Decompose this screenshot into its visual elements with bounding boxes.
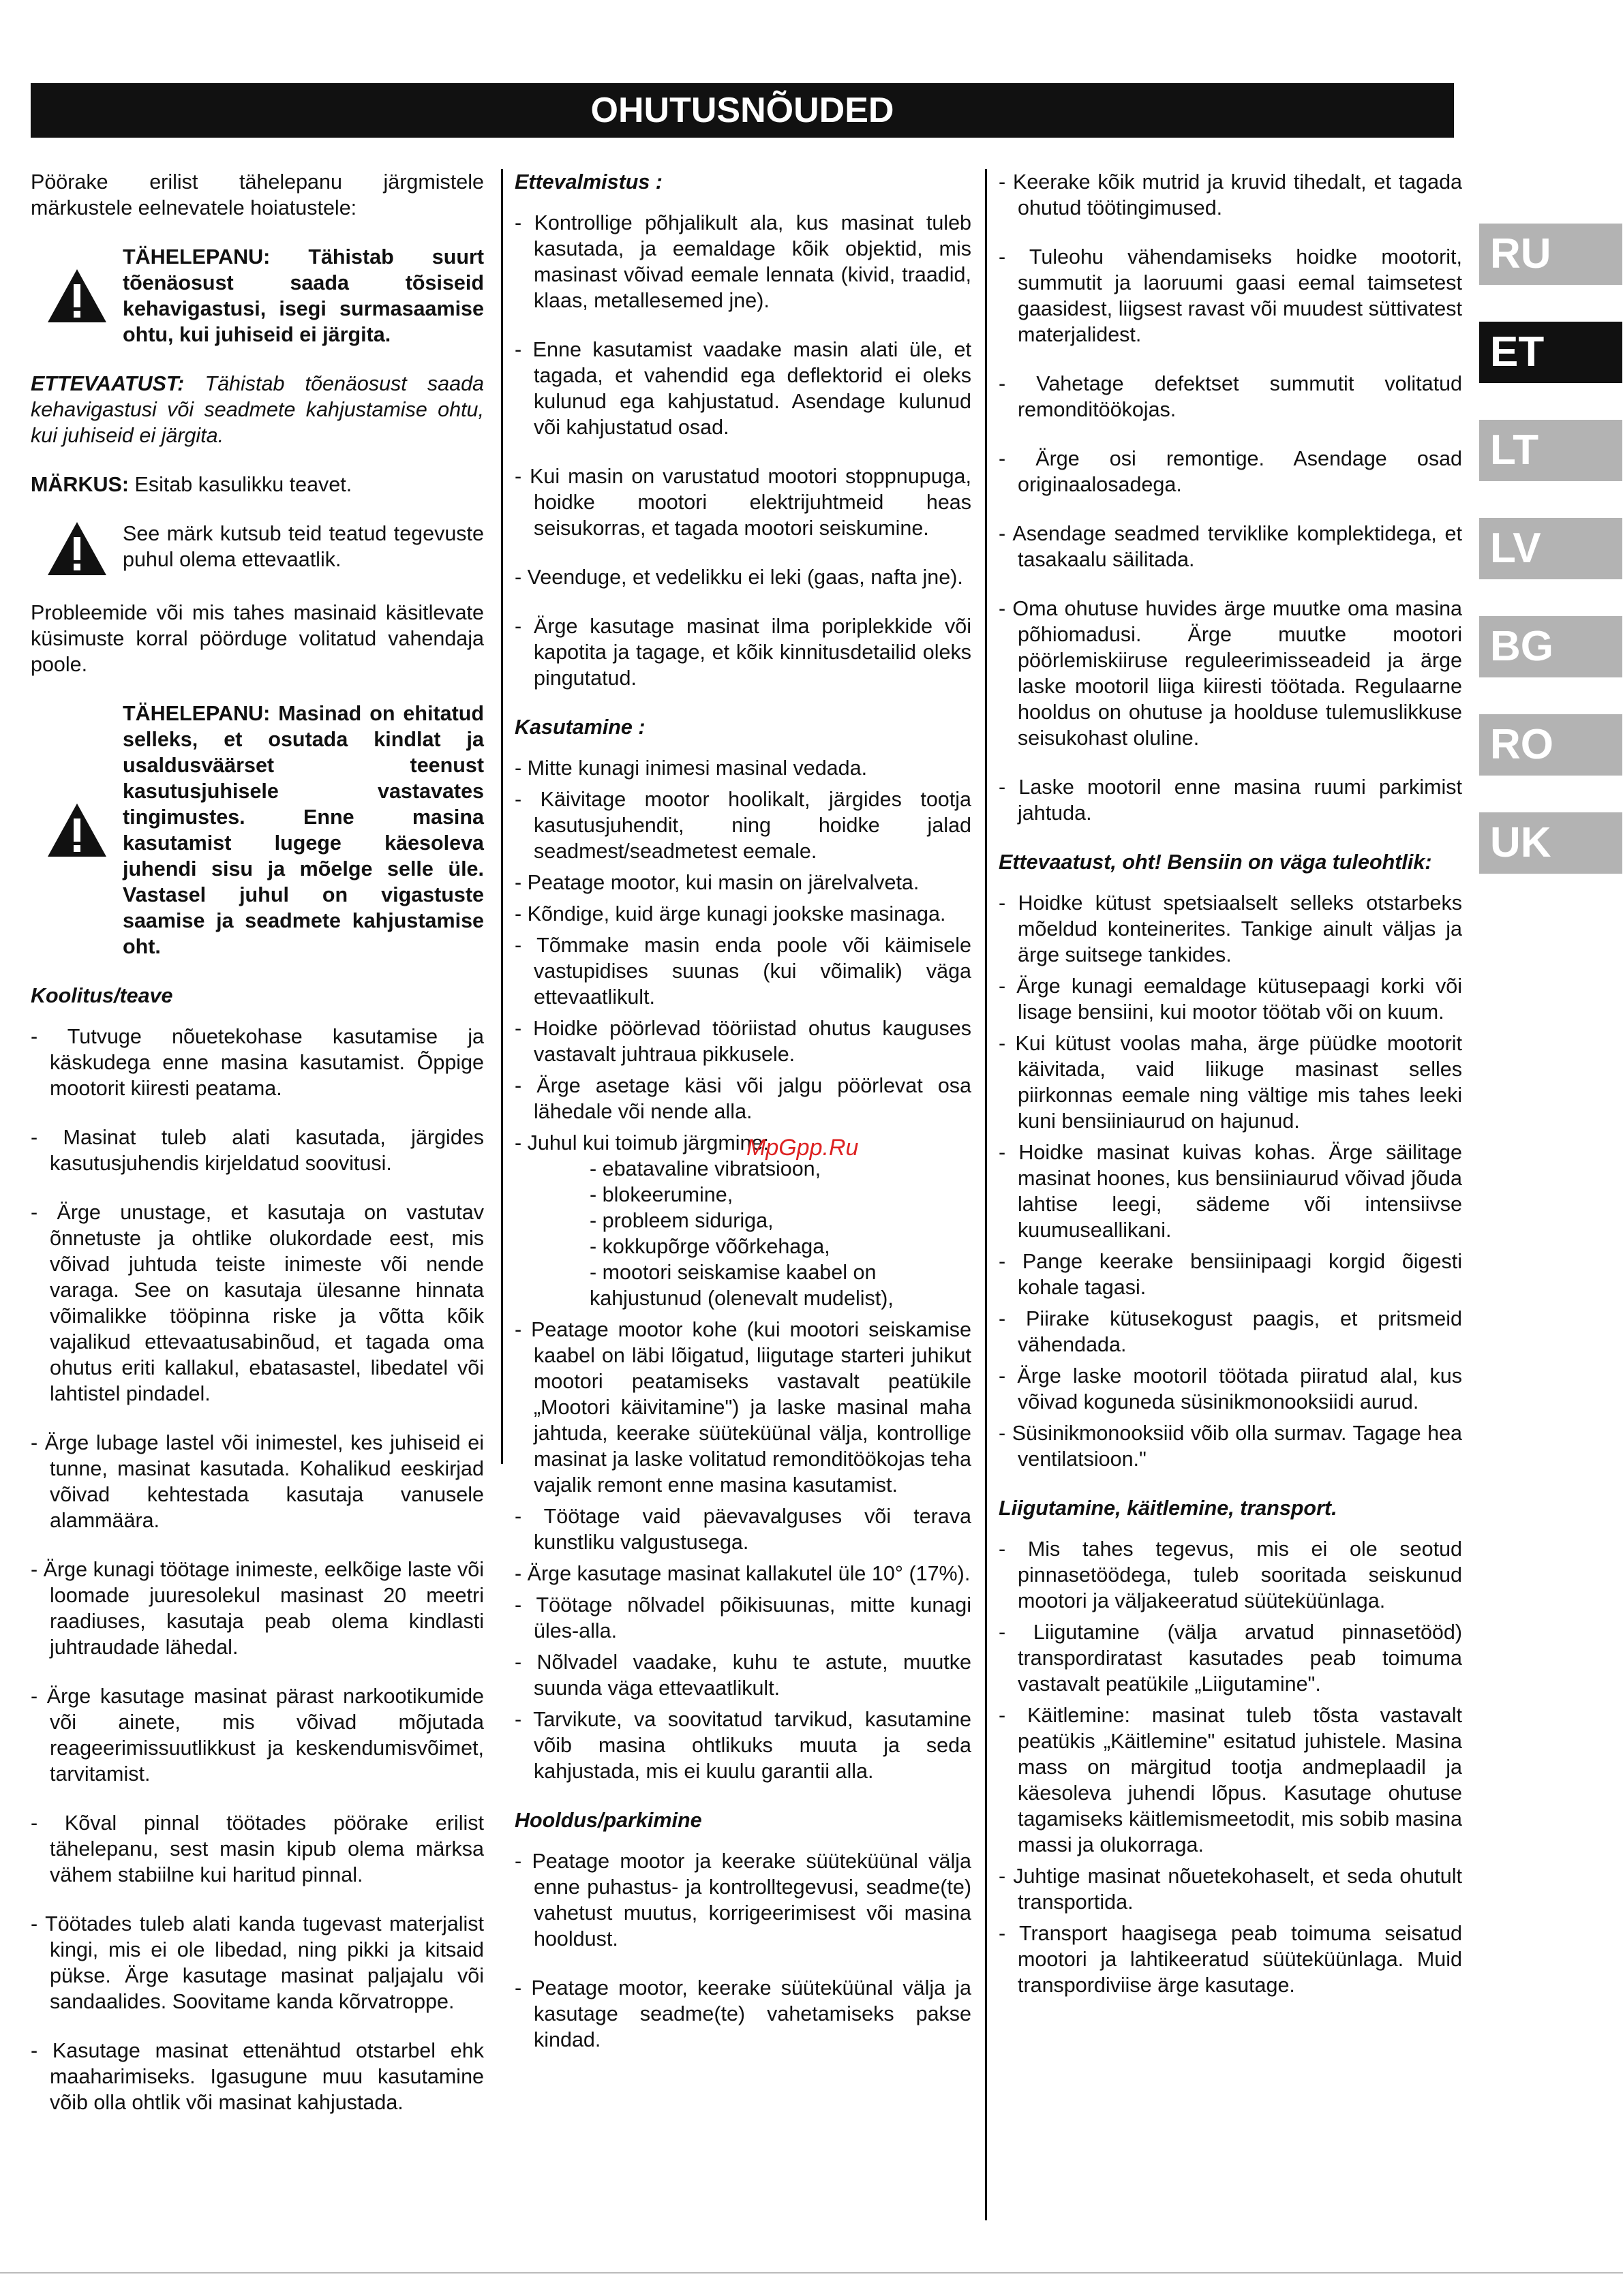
list-item: - Käitlemine: masinat tuleb tõsta vastavalt peatükis „Käitlemine" esitatud juhistele. Masina mass on märgitud tootja andmeplaadil ja käesoleva juhendi lõpus. Kasutage ohutuse tagamiseks käitlemismeetodit, mis sobib masina massi ja olukorraga. [999, 1704, 1462, 1856]
list-item: - Hoidke masinat kuivas kohas. Ärge säilitage masinat hoones, kus bensiiniaurud võivad jõuda lahtise leegi, sädeme või intensiivse kuumuseallikani. [999, 1141, 1462, 1242]
list-item: - Piirake kütusekogust paagis, et pritsmeid vähendada. [999, 1307, 1462, 1356]
list-item: - Masinat tuleb alati kasutada, järgides kasutusjuhendis kirjeldatud soovitusi. [31, 1126, 484, 1175]
usage-heading: Kasutamine : [515, 716, 646, 739]
language-tab-lv[interactable]: LV [1479, 518, 1622, 579]
list-item: - Mitte kunagi inimesi masinal vedada. [515, 756, 868, 780]
preparation-heading: Ettevalmistus : [515, 170, 663, 194]
warning-text-1: TÄHELEPANU: Tähistab suurt tõenäosust saada tõsiseid kehavigastusi, isegi surmasaamise ohtu, kui juhiseid ei järgita. [123, 245, 484, 346]
list-item: - Kõval pinnal töötades pöörake erilist tähelepanu, sest masin kipub olema märksa vähem stabiilne kui haritud pinnal. [31, 1811, 484, 1886]
language-tab-lt[interactable]: LT [1479, 420, 1622, 481]
list-item: - Ärge kunagi töötage inimeste, eelkõige laste või loomade juuresolekul masinast 20 meetri raadiuses, kasutaja peab olema kindlasti juhtraudade lähedal. [31, 1558, 484, 1659]
list-item: - Pange keerake bensiinipaagi korgid õigesti kohale tagasi. [999, 1250, 1462, 1299]
list-item: - Töötades tuleb alati kanda tugevast materjalist kingi, mis ei ole libedad, ning pikki ja kitsaid pükse. Ärge kasutage masinat paljajalu või sandaalides. Soovitame kanda kõrvatroppe. [31, 1912, 484, 2013]
caution-label: ETTEVAATUST: [31, 372, 185, 395]
caution-text: Tähistab tõenäosust saada kehavigastusi või seadmete kahjustamise ohtu, kui juhiseid ei järgita. [31, 372, 484, 447]
list-item: - Enne kasutamist vaadake masin alati üle, et tagada, et vahendid ega deflektorid ei oleks kulunud ega kahjustatud. Asendage kulunud või kahjustatud osad. [515, 338, 971, 439]
list-item: - Kontrollige põhjalikult ala, kus masinat tuleb kasutada, ja eemaldage kõik objektid, mis masinast võivad eemale lennata (kivid, traadid, klaas, metallesemed jne). [515, 211, 971, 312]
language-tab-uk[interactable]: UK [1479, 812, 1622, 874]
warning-block-2 [31, 701, 484, 960]
sub-list-item: - mootori seiskamise kaabel on kahjustunud (olenevalt mudelist), [590, 1261, 894, 1310]
list-item: - Transport haagisega peab toimuma seisatud mootori ja lahtikeeratud süüteküünlaga. Muid transpordiviise ärge kasutage. [999, 1922, 1462, 1997]
list-item: - Kui masin on varustatud mootori stoppnupuga, hoidke mootori elektrijuhtmeid heas seisukorras, et tagada mootori seiskumine. [515, 465, 971, 540]
list-item: - Tõmmake masin enda poole või käimisele vastupidises suunas (kui võimalik) väga ettevaatlikult. [515, 934, 971, 1009]
list-item: - Mis tahes tegevus, mis ei ole seotud pinnasetöödega, tuleb sooritada seiskunud mootori ja väljakeeratud süüteküünlaga. [999, 1537, 1462, 1612]
list-item: - Süsinikmonooksiid võib olla surmav. Tagage hea ventilatsioon." [999, 1422, 1462, 1471]
list-item: - Ärge lubage lastel või inimestel, kes juhiseid ei tunne, masinat kasutada. Kohalikud eeskirjad võivad kehtestada kasutaja vanusele alammäära. [31, 1431, 484, 1532]
list-item: - Ärge unustage, et kasutaja on vastutav õnnetuste ja ohtlike olukordade eest, mis võivad juhtuda teiste inimeste või nende varaga. See on kasutaja ülesanne hinnata võimalikke tööpinna riske ja võtta kõik vajalikud ettevaatusabinõud, et tagada oma ohutus eriti kallakul, ebatasastel, libedatel või lahtistel pindadel. [31, 1201, 484, 1405]
list-item: - Juhul kui toimub järgmine: [515, 1131, 769, 1154]
language-tab-et[interactable]: ET [1479, 322, 1622, 383]
warning-triangle-icon [31, 244, 123, 348]
warning-triangle-icon [31, 521, 123, 577]
language-tabs [1479, 224, 1622, 910]
list-item: - Kui kütust voolas maha, ärge püüdke mootorit käivitada, vaid liikuge masinast selles piirkonnas eemale ning vältige mis tahes leeki kuni bensiiniaurud on hajunud. [999, 1032, 1462, 1133]
transport-heading: Liigutamine, käitlemine, transport. [999, 1497, 1337, 1520]
list-item: - Ärge kasutage masinat ilma poriplekkide või kapotita ja tagage, et kõik kinnitusdetailid oleks pingutatud. [515, 615, 971, 690]
sub-list-item: - blokeerumine, [590, 1183, 733, 1206]
bottom-divider [0, 2272, 1623, 2274]
list-item: - Ärge kasutage masinat pärast narkootikumide või ainete, mis võivad mõjutada reageerimissuutlikkust ja keskendumisvõimet, tarvitamist. [31, 1685, 484, 1786]
language-tab-ru[interactable]: RU [1479, 224, 1622, 285]
list-item: - Ärge asetage käsi või jalgu pöörlevat osa lähedale või nende alla. [515, 1074, 971, 1123]
column-3 [999, 169, 1462, 2004]
list-item: - Töötage nõlvadel põikisuunas, mitte kunagi üles-alla. [515, 1593, 971, 1642]
list-item: - Kõndige, kuid ärge kunagi jookske masinaga. [515, 902, 946, 925]
language-tab-bg[interactable]: BG [1479, 616, 1622, 677]
list-item: - Peatage mootor, keerake süüteküünal välja ja kasutage seadme(te) vahetamiseks pakse kindad. [515, 1976, 971, 2051]
list-item: - Hoidke kütust spetsiaalselt selleks otstarbeks mõeldud konteinerites. Tankige ainult väljas ja ärge suitsege tankides. [999, 891, 1462, 966]
list-item: - Tarvikute, va soovitatud tarvikud, kasutamine võib masina ohtlikuks muuta ja seda kahjustada, mis ei kuulu garantii alla. [515, 1708, 971, 1783]
list-item: - Käivitage mootor hoolikalt, järgides tootja kasutusjuhendit, ning hoidke jalad seadmest/seadmetest eemale. [515, 788, 971, 863]
sub-list-item: - ebatavaline vibratsioon, [590, 1157, 821, 1180]
maintenance-heading: Hooldus/parkimine [515, 1809, 702, 1832]
list-item: - Kasutage masinat ettenähtud otstarbel ehk maaharimiseks. Igasugune muu kasutamine võib olla ohtlik või masinat kahjustada. [31, 2039, 484, 2114]
training-list [31, 1024, 484, 2115]
list-item: - Ärge kasutage masinat kallakutel üle 10° (17%). [515, 1562, 971, 1585]
column-1 [31, 169, 484, 2139]
list-item: - Peatage mootor, kui masin on järelvalveta. [515, 871, 920, 894]
warning-triangle-icon [31, 701, 123, 960]
list-item: - Juhtige masinat nõuetekohaselt, et seda ohutult transportida. [999, 1865, 1462, 1914]
language-tab-ro[interactable]: RO [1479, 714, 1622, 776]
list-item: - Vahetage defektset summutit volitatud remonditöökojas. [999, 372, 1462, 421]
list-item: - Töötage vaid päevavalguses või terava kunstliku valgustusega. [515, 1505, 971, 1554]
list-item: - Veenduge, et vedelikku ei leki (gaas, nafta jne). [515, 566, 963, 589]
list-item: - Tuleohu vähendamiseks hoidke mootorit, summutit ja laoruumi gaasi eemal taimsetest gaasidest, liigsest ravast või muudest süttivatest materjalidest. [999, 245, 1462, 346]
sub-list-item: - kokkupõrge võõrkehaga, [590, 1235, 830, 1258]
sub-list-item: - probleem siduriga, [590, 1209, 774, 1232]
warning-block-1 [31, 244, 484, 348]
column-divider-2 [985, 169, 987, 2220]
fuel-warning-heading: Ettevaatust, oht! Bensiin on väga tuleohtlik: [999, 851, 1432, 874]
list-item: - Tutvuge nõuetekohase kasutamise ja käskudega enne masina kasutamist. Õppige mootorit kiiresti peatama. [31, 1025, 484, 1100]
note-text: Esitab kasulikku teavet. [129, 473, 352, 496]
sign-text: See märk kutsub teid teatud tegevuste puhul olema ettevaatlik. [123, 522, 484, 571]
list-item: - Laske mootoril enne masina ruumi parkimist jahtuda. [999, 776, 1462, 825]
note-paragraph [31, 472, 484, 498]
training-heading: Koolitus/teave [31, 984, 173, 1007]
list-item: - Ärge laske mootoril töötada piiratud alal, kus võivad koguneda süsinikmonooksiidi aurud. [999, 1364, 1462, 1413]
condition-sublist [515, 1156, 971, 1311]
warning-text-2: TÄHELEPANU: Masinad on ehitatud selleks, et osutada kindlat ja usaldusväärset teenust kasutusjuhisele vastavates tingimustes. Enne masina kasutamist lugege käesoleva juhendi sisu ja mõelge selle üle. Vastasel juhul on vigastuste saamise ja seadmete kahjustamise oht. [123, 702, 484, 958]
watermark: MpGpp.Ru [746, 1135, 859, 1161]
sign-block [31, 521, 484, 577]
column-2 [515, 169, 971, 2058]
caution-paragraph [31, 371, 484, 448]
list-item: - Peatage mootor ja keerake süüteküünal välja enne puhastus- ja kontrolltegevusi, seadme(te) vahetust muutus, korrigeerimisest või masina hooldust. [515, 1850, 971, 1950]
intro-text: Pöörake erilist tähelepanu järgmistele märkustele eelnevatele hoiatustele: [31, 170, 484, 219]
list-item: - Oma ohutuse huvides ärge muutke oma masina põhiomadusi. Ärge muutke mootori pöörlemiskiiruse reguleerimisseadeid ja ärge laske mootoril liiga kiiresti töötada. Regulaarne hooldus on ohutuse ja hoolduse tulemuslikkuse seisukohast oluline. [999, 597, 1462, 750]
list-item: - Ärge osi remontige. Asendage osad originaalosadega. [999, 447, 1462, 496]
list-item: - Ärge kunagi eemaldage kütusepaagi korki või lisage bensiini, kui mootor töötab või on kuum. [999, 975, 1462, 1024]
list-item: - Hoidke pöörlevad tööriistad ohutus kauguses vastavalt juhtraua pikkusele. [515, 1017, 971, 1066]
problems-text: Probleemide või mis tahes masinaid käsitlevate küsimuste korral pöörduge volitatud vahendaja poole. [31, 601, 484, 676]
list-item: - Keerake kõik mutrid ja kruvid tihedalt, et tagada ohutud töötingimused. [999, 170, 1462, 219]
page-title: OHUTUSNÕUDED [31, 83, 1454, 138]
column-divider-1 [501, 169, 503, 1464]
list-item: - Liigutamine (välja arvatud pinnasetööd) transpordiratast kasutades peab toimuma vastavalt peatükile „Liigutamine". [999, 1621, 1462, 1696]
list-item: - Asendage seadmed terviklike komplektidega, et tasakaalu säilitada. [999, 522, 1462, 571]
list-item: - Nõlvadel vaadake, kuhu te astute, muutke suunda väga ettevaatlikult. [515, 1651, 971, 1700]
note-label: MÄRKUS: [31, 473, 130, 496]
list-item: - Peatage mootor kohe (kui mootori seiskamise kaabel on läbi lõigatud, liigutage starteri juhikut mootori peatamiseks vastavalt peatükile „Mootori käivitamine") ja laske masinal maha jahtuda, keerake süüteküünal välja, kontrollige masinat ja laske volitatud remonditöökojas teha vajalik remont enne masina kasutamist. [515, 1318, 971, 1497]
